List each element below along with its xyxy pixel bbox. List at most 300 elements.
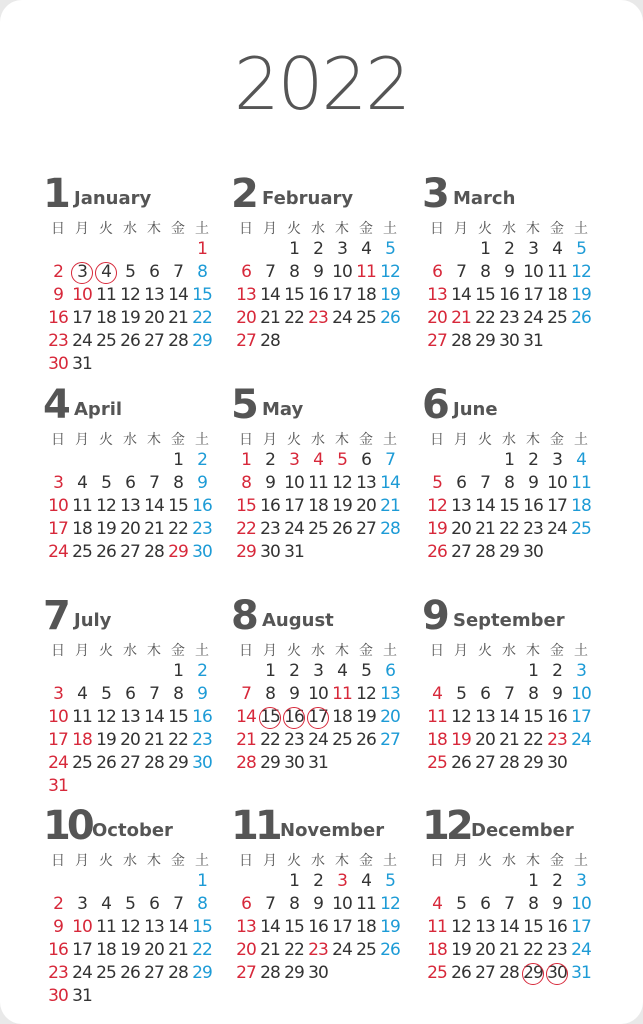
day-cell: 4 [101,894,111,914]
day-cell: 13 [120,707,140,727]
day-cell: 23 [547,730,567,750]
weekday-header [425,850,603,870]
day-cell: 4 [77,473,87,493]
day-cell: 27 [236,331,256,351]
day-cell: 28 [380,519,400,539]
day-cell: 15 [284,285,304,305]
empty-cell [425,238,449,261]
day-cell: 2 [552,871,562,891]
day-cell: 15 [192,917,212,937]
day-cell: 17 [547,496,567,516]
day-cell: 6 [361,450,371,470]
day-cell: 11 [427,917,447,937]
day-grid [46,238,224,376]
day-cell: 19 [96,730,116,750]
day-cell: 29 [236,542,256,562]
empty-cell [166,238,190,261]
weekday-label: 木 [526,221,540,237]
day-cell: 20 [475,940,495,960]
day-cell: 6 [125,473,135,493]
day-cell: 28 [499,753,519,773]
month-name: May [262,399,304,420]
day-cell: 9 [265,473,275,493]
weekday-label: 月 [75,432,89,448]
day-cell: 13 [236,285,256,305]
month-block-october [43,803,224,1008]
day-cell: 22 [260,730,280,750]
weekday-header [425,429,603,449]
empty-cell [118,449,142,472]
month-block-january [43,171,224,376]
day-cell: 30 [192,753,212,773]
day-cell: 30 [499,331,519,351]
day-cell: 18 [547,285,567,305]
month-name: March [453,188,516,209]
day-cell: 26 [571,308,591,328]
day-cell: 24 [332,940,352,960]
day-cell: 11 [96,285,116,305]
day-cell: 23 [48,331,68,351]
weekday-label: 月 [263,853,277,869]
weekday-label: 月 [454,853,468,869]
weekday-header [234,429,412,449]
day-cell: 16 [523,496,543,516]
day-cell: 14 [475,496,495,516]
day-cell: 8 [265,684,275,704]
day-cell: 27 [120,542,140,562]
weekday-label: 火 [99,221,113,237]
day-cell: 16 [547,707,567,727]
month-block-november [231,803,412,985]
weekday-label: 水 [311,221,325,237]
day-cell: 2 [53,894,63,914]
day-cell: 31 [308,753,328,773]
weekday-label: 木 [147,853,161,869]
empty-cell [46,449,70,472]
day-cell: 11 [356,262,376,282]
weekday-label: 金 [550,221,564,237]
day-cell: 2 [265,450,275,470]
empty-cell [142,870,166,893]
day-cell: 18 [356,285,376,305]
empty-cell [473,660,497,683]
day-cell: 9 [313,262,323,282]
day-cell: 21 [168,308,188,328]
weekday-label: 土 [195,853,209,869]
day-cell: 20 [144,308,164,328]
day-cell: 5 [101,684,111,704]
empty-cell [94,449,118,472]
day-cell: 24 [523,308,543,328]
day-cell: 11 [72,496,92,516]
day-cell: 23 [308,940,328,960]
day-cell: 21 [260,308,280,328]
day-cell: 6 [432,262,442,282]
day-cell: 6 [385,661,395,681]
day-cell: 6 [480,894,490,914]
day-grid [425,238,603,353]
day-cell: 5 [432,473,442,493]
day-cell: 16 [192,496,212,516]
day-cell: 16 [547,917,567,937]
day-cell: 31 [48,776,68,796]
day-cell: 1 [173,661,183,681]
day-cell: 16 [48,308,68,328]
empty-cell [70,238,94,261]
day-cell: 27 [144,331,164,351]
day-cell: 2 [552,661,562,681]
day-cell: 29 [523,753,543,773]
day-cell: 17 [523,285,543,305]
weekday-label: 日 [51,643,65,659]
day-cell: 14 [168,917,188,937]
empty-cell [258,870,282,893]
empty-cell [118,238,142,261]
weekday-label: 火 [99,643,113,659]
day-cell: 3 [53,473,63,493]
day-cell: 3 [337,871,347,891]
day-cell: 19 [332,496,352,516]
day-cell: 3 [528,239,538,259]
year-title: 2022 [233,42,410,126]
day-cell: 1 [528,661,538,681]
day-cell: 6 [149,262,159,282]
day-cell: 27 [356,519,376,539]
month-header [43,382,224,428]
weekday-header [46,218,224,238]
day-cell: 31 [571,963,591,983]
weekday-label: 日 [239,643,253,659]
day-cell: 7 [149,473,159,493]
weekday-label: 水 [311,853,325,869]
weekday-label: 金 [550,432,564,448]
day-cell: 2 [504,239,514,259]
day-cell: 28 [144,753,164,773]
day-cell: 15 [284,917,304,937]
day-cell: 15 [192,285,212,305]
day-cell: 1 [528,871,538,891]
day-cell: 29 [168,753,188,773]
empty-cell [449,238,473,261]
day-cell: 16 [308,917,328,937]
day-cell: 13 [144,285,164,305]
day-cell: 3 [77,894,87,914]
weekday-label: 水 [502,221,516,237]
day-cell: 25 [72,753,92,773]
day-cell: 27 [236,963,256,983]
day-cell: 9 [528,473,538,493]
day-cell: 29 [192,331,212,351]
weekday-label: 金 [550,643,564,659]
day-cell: 29 [499,542,519,562]
month-name: November [280,820,385,841]
month-name: January [74,188,152,209]
day-cell: 25 [308,519,328,539]
empty-cell [449,660,473,683]
day-cell: 16 [192,707,212,727]
day-cell: 17 [571,917,591,937]
day-cell: 18 [96,308,116,328]
day-cell: 10 [547,473,567,493]
day-cell: 17 [72,308,92,328]
day-cell: 26 [380,940,400,960]
day-cell: 29 [168,542,188,562]
empty-cell [234,870,258,893]
day-cell: 11 [72,707,92,727]
day-cell: 26 [427,542,447,562]
empty-cell [449,449,473,472]
weekday-label: 日 [51,853,65,869]
day-cell: 25 [427,753,447,773]
day-cell: 24 [48,542,68,562]
weekday-label: 水 [311,643,325,659]
day-cell: 18 [427,940,447,960]
day-grid [46,870,224,1008]
day-cell: 2 [53,262,63,282]
day-cell: 15 [475,285,495,305]
month-number: 12 [422,803,470,849]
empty-cell [46,870,70,893]
month-name: July [74,610,112,631]
day-cell: 10 [571,684,591,704]
day-cell: 16 [48,940,68,960]
day-cell: 19 [451,730,471,750]
month-header [422,382,603,428]
day-cell: 13 [144,917,164,937]
empty-cell [46,238,70,261]
day-cell: 1 [265,661,275,681]
day-cell: 10 [72,917,92,937]
day-cell: 22 [192,940,212,960]
day-cell: 20 [236,940,256,960]
day-cell: 30 [547,753,567,773]
day-cell: 25 [96,963,116,983]
empty-cell [234,660,258,683]
day-cell: 19 [380,917,400,937]
day-cell: 27 [475,963,495,983]
day-cell: 22 [284,308,304,328]
weekday-label: 木 [147,221,161,237]
day-cell: 13 [236,917,256,937]
weekday-label: 水 [502,643,516,659]
day-cell: 9 [289,684,299,704]
day-cell: 3 [337,239,347,259]
month-header [43,593,224,639]
weekday-label: 火 [287,432,301,448]
day-cell: 8 [173,473,183,493]
month-block-march [422,171,603,353]
day-cell: 21 [499,730,519,750]
weekday-label: 土 [574,643,588,659]
day-cell: 27 [380,730,400,750]
day-cell: 23 [284,730,304,750]
weekday-label: 土 [383,432,397,448]
day-cell: 14 [260,285,280,305]
weekday-header [46,429,224,449]
day-cell: 22 [168,730,188,750]
day-cell: 5 [101,473,111,493]
day-cell: 8 [528,894,538,914]
day-cell: 21 [499,940,519,960]
day-cell: 28 [475,542,495,562]
weekday-label: 金 [171,432,185,448]
weekday-label: 金 [171,853,185,869]
day-cell: 4 [552,239,562,259]
month-number: 7 [43,593,67,639]
day-cell: 14 [144,707,164,727]
day-cell: 4 [313,450,323,470]
day-cell: 12 [96,496,116,516]
day-cell: 25 [72,542,92,562]
day-cell: 23 [523,519,543,539]
empty-cell [142,238,166,261]
day-grid [234,238,412,353]
day-cell: 27 [475,753,495,773]
day-cell: 29 [192,963,212,983]
day-cell: 10 [308,684,328,704]
day-cell: 30 [523,542,543,562]
month-number: 10 [43,803,91,849]
day-cell: 17 [332,285,352,305]
day-grid [46,449,224,564]
day-grid [234,449,412,564]
day-cell: 5 [385,871,395,891]
day-cell: 30 [48,986,68,1006]
day-cell: 4 [432,894,442,914]
weekday-label: 水 [502,853,516,869]
weekday-label: 月 [454,643,468,659]
weekday-label: 水 [123,643,137,659]
day-cell: 8 [504,473,514,493]
weekday-label: 月 [454,432,468,448]
weekday-label: 水 [502,432,516,448]
day-cell: 19 [427,519,447,539]
day-cell: 22 [168,519,188,539]
day-cell: 8 [241,473,251,493]
day-cell: 6 [149,894,159,914]
weekday-label: 日 [430,221,444,237]
month-name: April [74,399,123,420]
day-cell: 3 [70,261,94,284]
day-cell: 7 [241,684,251,704]
month-header [422,171,603,217]
day-cell: 7 [480,473,490,493]
day-cell: 22 [523,730,543,750]
empty-cell [94,870,118,893]
day-cell: 21 [451,308,471,328]
weekday-label: 金 [359,221,373,237]
weekday-label: 水 [123,432,137,448]
weekday-label: 火 [287,853,301,869]
day-cell: 6 [125,684,135,704]
day-cell: 31 [284,542,304,562]
day-cell: 21 [475,519,495,539]
day-cell: 3 [53,684,63,704]
empty-cell [142,449,166,472]
day-cell: 6 [241,894,251,914]
day-cell: 7 [173,262,183,282]
day-cell: 22 [236,519,256,539]
day-cell: 7 [173,894,183,914]
day-cell: 25 [547,308,567,328]
day-cell: 22 [499,519,519,539]
day-cell: 25 [571,519,591,539]
day-cell: 11 [571,473,591,493]
day-cell: 13 [356,473,376,493]
weekday-label: 木 [147,432,161,448]
day-cell: 8 [289,262,299,282]
day-cell: 27 [427,331,447,351]
day-cell: 10 [284,473,304,493]
day-cell: 1 [480,239,490,259]
day-cell: 7 [265,262,275,282]
day-cell: 10 [48,707,68,727]
day-cell: 10 [571,894,591,914]
day-cell: 29 [521,962,545,985]
day-cell: 20 [451,519,471,539]
day-cell: 30 [545,962,569,985]
day-cell: 3 [552,450,562,470]
day-cell: 20 [120,730,140,750]
day-cell: 19 [120,940,140,960]
weekday-header [234,218,412,238]
weekday-label: 木 [526,643,540,659]
day-cell: 28 [499,963,519,983]
day-cell: 27 [451,542,471,562]
day-cell: 12 [380,894,400,914]
month-number: 6 [422,382,446,428]
weekday-header [46,640,224,660]
weekday-header [234,850,412,870]
weekday-label: 火 [287,221,301,237]
day-cell: 9 [552,894,562,914]
day-cell: 12 [332,473,352,493]
day-cell: 7 [385,450,395,470]
day-cell: 12 [120,285,140,305]
day-cell: 18 [308,496,328,516]
weekday-label: 木 [335,853,349,869]
day-cell: 22 [284,940,304,960]
day-cell: 11 [547,262,567,282]
day-cell: 15 [523,707,543,727]
weekday-header [425,218,603,238]
day-cell: 9 [53,285,63,305]
month-block-may [231,382,412,564]
month-header [422,593,603,639]
month-block-february [231,171,412,353]
day-cell: 27 [144,963,164,983]
month-name: December [471,820,574,841]
weekday-label: 水 [123,853,137,869]
weekday-label: 土 [383,643,397,659]
day-cell: 12 [427,496,447,516]
day-cell: 3 [313,661,323,681]
weekday-label: 火 [478,643,492,659]
day-cell: 25 [332,730,352,750]
day-cell: 15 [168,707,188,727]
month-block-september [422,593,603,775]
empty-cell [118,870,142,893]
weekday-label: 月 [263,643,277,659]
day-cell: 1 [173,450,183,470]
day-cell: 15 [236,496,256,516]
day-cell: 1 [197,239,207,259]
weekday-label: 土 [383,853,397,869]
day-cell: 8 [197,262,207,282]
day-cell: 31 [523,331,543,351]
day-cell: 30 [284,753,304,773]
day-cell: 16 [308,285,328,305]
